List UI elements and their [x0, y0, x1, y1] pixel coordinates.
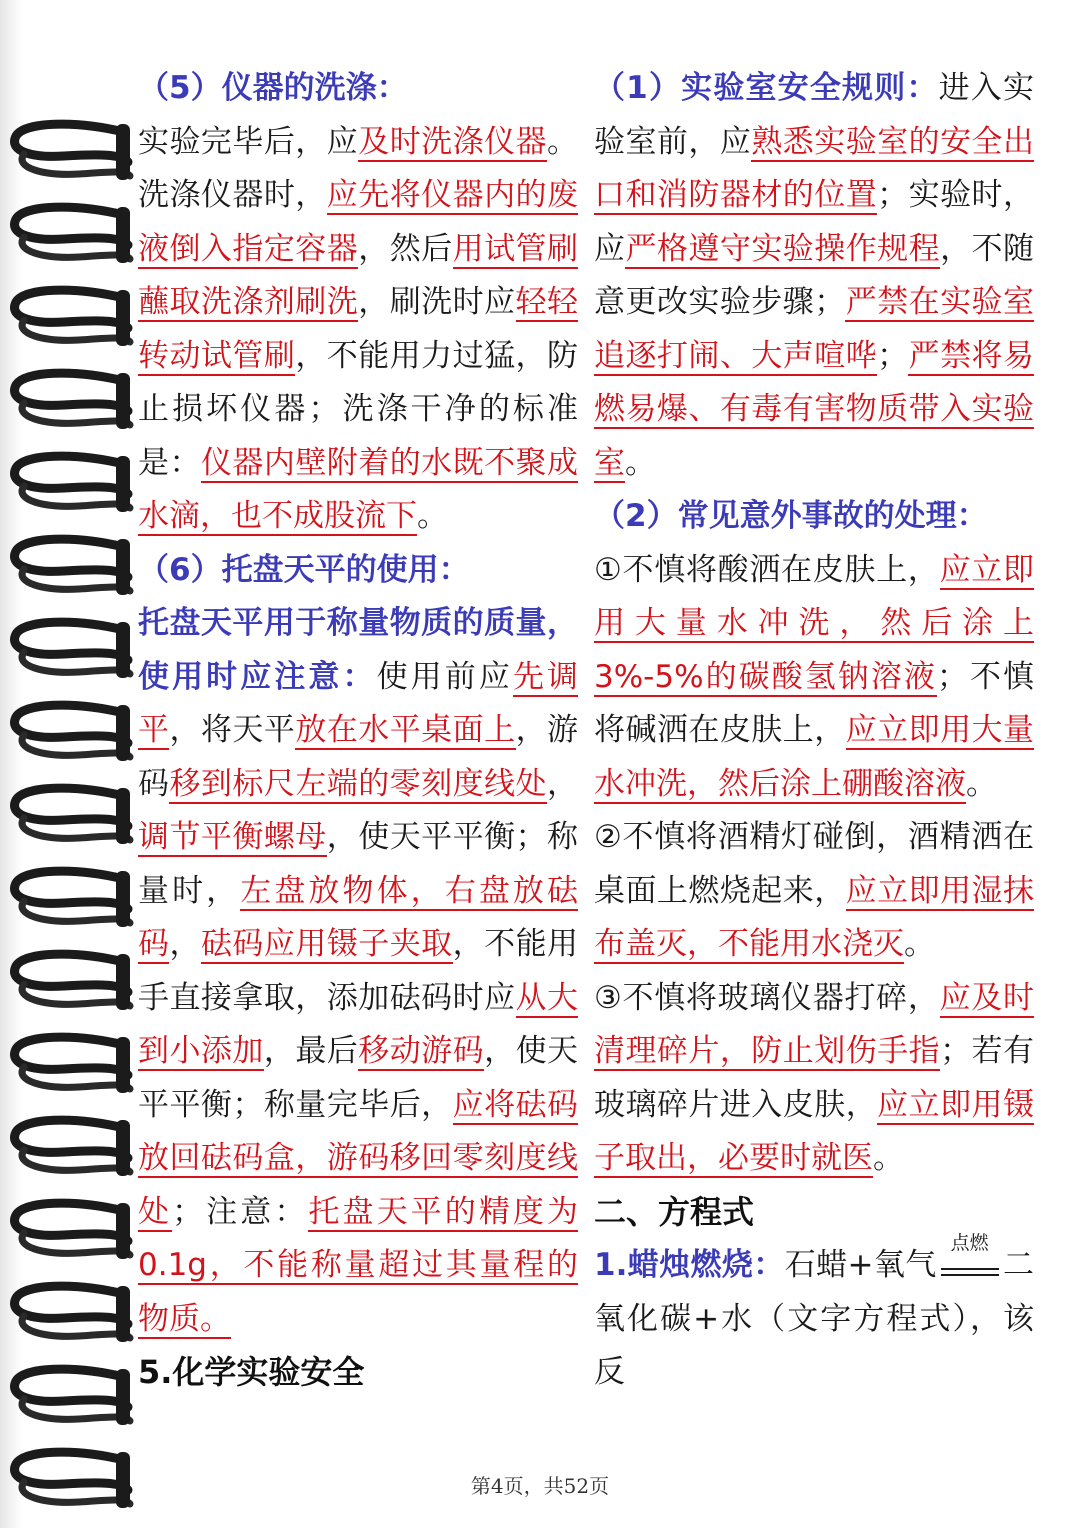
key-point-text: 托盘天平的精度为0.1g，不能称量超过其量程的物质。	[138, 1193, 579, 1337]
body-text: ，最后	[263, 1033, 359, 1069]
spiral-ring-icon	[4, 201, 136, 267]
body-text: 。	[966, 765, 997, 802]
spiral-ring-icon	[4, 1280, 136, 1346]
key-point-text: 用试管刷蘸取洗涤剂刷洗	[138, 230, 579, 320]
spiral-ring-icon	[4, 284, 136, 350]
equation-candle	[594, 1232, 1034, 1400]
accident-title-line	[594, 490, 1034, 544]
right-column	[594, 62, 1034, 1400]
wash-title: （5）仪器的洗涤：	[138, 70, 408, 106]
key-point-text: 严禁将易燃易爆、有毒有害物质带入实验室	[594, 337, 1035, 481]
key-point-text: 应立即用镊子取出，必要时就医	[594, 1086, 1035, 1176]
accident-3	[594, 972, 1034, 1186]
key-point-text: 放在水平桌面上	[295, 712, 516, 748]
rules-section	[594, 62, 1034, 490]
body-text: ，	[547, 765, 579, 802]
body-text: ，不能用力过猛，防止损坏仪器；洗涤干净的标准是：	[138, 337, 579, 481]
spiral-ring-icon	[4, 367, 136, 433]
accident-1	[594, 544, 1034, 812]
body-text: ，使天平平衡；称量时，	[138, 819, 579, 909]
body-text: ③不慎将玻璃仪器打碎，	[594, 979, 940, 1016]
body-text: 。	[417, 498, 448, 534]
body-text: ，刷洗时应	[358, 284, 516, 320]
body-text: ②不慎将酒精灯碰倒，酒精洒在桌面上燃烧起来，	[594, 819, 1034, 909]
key-point-text: 应将砝码放回砝码盒，游码移回零刻度线处	[138, 1086, 579, 1230]
body-text: 托盘天平用于称量物质的质量，使用时应注意：	[138, 605, 578, 695]
key-point-text: 应立即用湿抹布盖灭，不能用水浇灭	[594, 872, 1035, 962]
spiral-ring-icon	[4, 1363, 136, 1429]
key-point-text: 轻轻转动试管刷	[138, 284, 579, 374]
body-text: 实验完毕后，应	[138, 123, 359, 160]
body-text: ；实验时，应	[594, 177, 1035, 267]
accident-title: （2）常见意外事故的处理：	[594, 498, 988, 534]
body-text: ；不慎将碱洒在皮肤上，	[594, 658, 1034, 748]
key-point-text: 仪器内壁附着的水既不聚成水滴，也不成股流下	[138, 444, 579, 534]
key-point-text: 调节平衡螺母	[138, 819, 327, 855]
notebook-spiral-binding	[0, 0, 138, 1528]
key-point-text: 左盘放物体，右盘放砝码	[138, 872, 578, 962]
equation-label: 1.蜡烛燃烧：	[594, 1247, 785, 1283]
wash-section	[138, 62, 578, 544]
spiral-ring-icon	[4, 118, 136, 184]
key-point-text: 严格遵守实验操作规程	[625, 230, 941, 267]
spiral-ring-icon	[4, 865, 136, 931]
spiral-ring-icon	[4, 948, 136, 1014]
spiral-ring-icon	[4, 782, 136, 848]
wash-body	[138, 124, 578, 537]
key-point-text: 先调平	[138, 658, 579, 748]
body-text: 进入实验室前，应	[594, 70, 1034, 160]
balance-title: （6）托盘天平的使用：	[138, 551, 470, 588]
spiral-ring-icon	[4, 1197, 136, 1263]
key-point-text: 移到标尺左端的零刻度线处	[169, 765, 548, 802]
reaction-arrow	[937, 1232, 1003, 1293]
accident-2	[594, 811, 1034, 972]
key-point-text: 熟悉实验室的安全出口和消防器材的位置	[594, 123, 1035, 213]
equation-rhs: 二氧化碳+水（文字方程式），该反	[594, 1247, 1034, 1390]
body-text: ，不随意更改实验步骤；	[594, 230, 1035, 320]
key-point-text: 及时洗涤仪器	[358, 123, 548, 160]
body-text: 。	[873, 1140, 904, 1176]
body-text: ；注意：	[172, 1193, 309, 1230]
rules-body	[594, 70, 1034, 483]
spiral-ring-icon	[4, 1114, 136, 1180]
spiral-ring-icon	[4, 450, 136, 516]
balance-body	[138, 605, 578, 1339]
body-text: 使用前应	[376, 658, 513, 695]
key-point-text: 严禁在实验室追逐打闹、大声喧哗	[594, 284, 1035, 374]
body-text: ；若有玻璃碎片进入皮肤，	[594, 1033, 1035, 1123]
left-column	[138, 62, 578, 1400]
body-text: 。	[904, 926, 935, 962]
page-number: 第4页，共52页	[470, 1474, 610, 1498]
body-text: ，不能用手直接拿取，添加砝码时应	[138, 926, 579, 1016]
rules-title: （1）实验室安全规则：	[594, 70, 939, 106]
body-text: ，然后	[358, 230, 453, 267]
equation-lhs: 石蜡+氧气	[784, 1247, 937, 1283]
key-point-text: 移动游码	[358, 1033, 485, 1069]
body-text: ，	[169, 926, 201, 962]
body-text: ①不慎将酸洒在皮肤上，	[594, 551, 940, 588]
section-5-heading: 5.化学实验安全	[138, 1353, 365, 1391]
key-point-text: 应先将仪器内的废液倒入指定容器	[138, 177, 579, 267]
reaction-condition: 点燃	[950, 1232, 989, 1254]
body-text: 。	[625, 444, 656, 481]
key-point-text: 应及时清理碎片，防止划伤手指	[594, 979, 1034, 1069]
body-text: ，将天平	[169, 712, 296, 748]
spiral-ring-icon	[4, 533, 136, 599]
spiral-ring-icon	[4, 1031, 136, 1097]
key-point-text: 应立即用大量水冲洗，然后涂上3%-5%的碳酸氢钠溶液	[594, 551, 1034, 695]
spiral-ring-icon	[4, 699, 136, 765]
body-text: 。洗涤仪器时，	[138, 123, 579, 213]
key-point-text: 砝码应用镊子夹取	[200, 926, 453, 962]
spiral-ring-icon	[4, 616, 136, 682]
body-text: ；	[877, 337, 909, 374]
key-point-text: 从大到小添加	[138, 979, 579, 1069]
key-point-text: 应立即用大量水冲洗，然后涂上硼酸溶液	[594, 712, 1035, 802]
balance-section	[138, 544, 578, 1347]
body-text: ，游码	[138, 712, 579, 802]
section-2-heading: 二、方程式	[594, 1192, 755, 1231]
body-text: ，使天平平衡；称量完毕后，	[138, 1033, 579, 1123]
